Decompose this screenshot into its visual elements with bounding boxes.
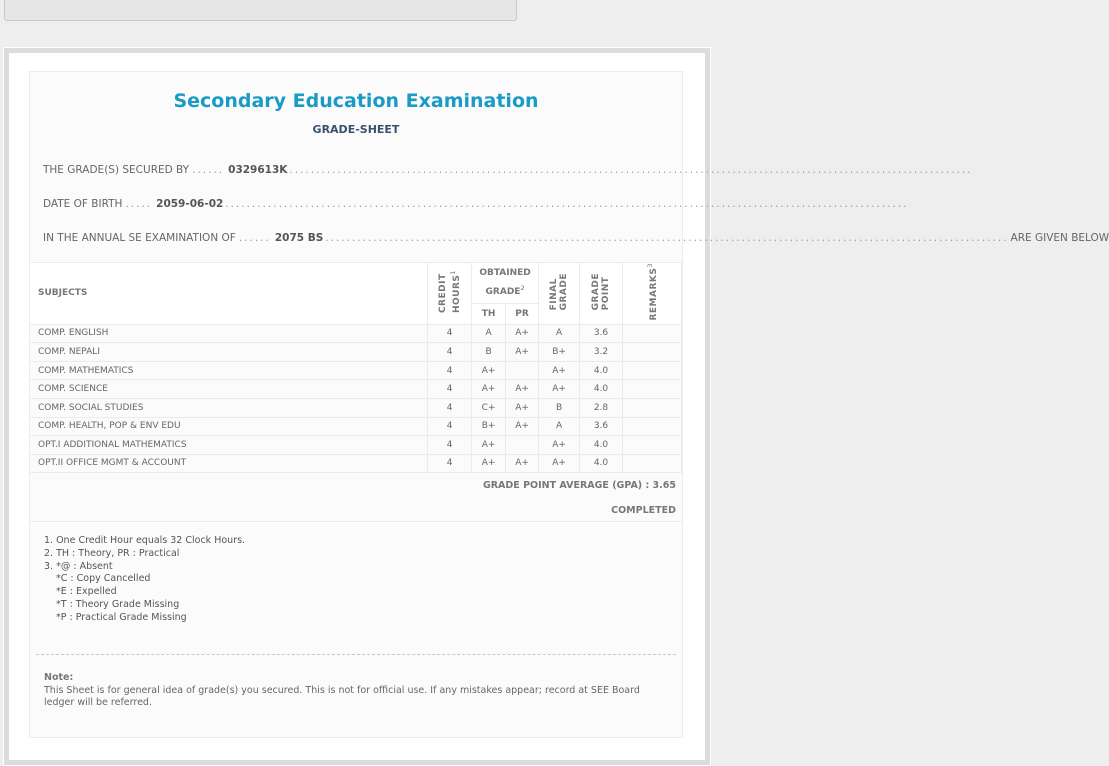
theory-grade-cell: B+ [472, 417, 506, 436]
note-title: Note: [44, 672, 74, 683]
table-row [30, 436, 682, 455]
leader-dots: ................................................................................................................................ [325, 232, 1009, 244]
remarks-cell [623, 436, 682, 455]
final-grade-cell: B+ [539, 343, 580, 362]
grade-point-cell: 2.8 [580, 398, 623, 417]
theory-grade-cell: B [472, 343, 506, 362]
remarks-cell [623, 361, 682, 380]
practical-grade-cell: A+ [506, 398, 539, 417]
table-row [30, 417, 682, 436]
leader-dots: ...... [238, 232, 271, 244]
table-row [30, 361, 682, 380]
theory-grade-cell: C+ [472, 398, 506, 417]
table-row [30, 324, 682, 343]
final-grade-cell: A+ [539, 454, 580, 473]
grade-point-cell: 4.0 [580, 361, 623, 380]
credit-hours-cell: 4 [428, 417, 472, 436]
legend-item: 1. One Credit Hour equals 32 Clock Hours. [44, 535, 246, 546]
top-panel [4, 0, 517, 21]
gpa-value: GRADE POINT AVERAGE (GPA) : 3.65 [482, 480, 676, 491]
grade-point-cell: 4.0 [580, 380, 623, 399]
legend-item: *P : Practical Grade Missing [56, 611, 187, 623]
remarks-cell [623, 454, 682, 473]
theory-grade-cell: A+ [472, 361, 506, 380]
header-obtained-grade: OBTAINED GRADE$^2$ [472, 263, 539, 304]
credit-hours-cell: 4 [428, 380, 472, 399]
result-container [3, 47, 1109, 766]
practical-grade-cell: A+ [506, 343, 539, 362]
dob-label: DATE OF BIRTH [43, 198, 123, 210]
credit-hours-cell: 4 [428, 436, 472, 455]
grade-point-cell: 3.2 [580, 343, 623, 362]
subject-cell: COMP. MATHEMATICS [30, 361, 428, 380]
final-grade-cell: A [539, 324, 580, 343]
remarks-cell [623, 380, 682, 399]
header-final-grade: FINAL GRADE [539, 263, 580, 325]
credit-hours-cell: 4 [428, 343, 472, 362]
leader-dots: ................................................................................................................................ [225, 198, 909, 210]
practical-grade-cell: A+ [506, 380, 539, 399]
exam-title: Secondary Education Examination [173, 90, 539, 112]
grade-point-cell: 3.6 [580, 324, 623, 343]
practical-grade-cell: A+ [506, 454, 539, 473]
result-status: COMPLETED [611, 505, 676, 516]
secured-by-label: THE GRADE(S) SECURED BY [43, 164, 190, 176]
header-th: TH [472, 303, 506, 324]
subject-cell: OPT.I ADDITIONAL MATHEMATICS [30, 436, 428, 455]
leader-dots: ................................................................................................................................ [289, 164, 973, 176]
header-subjects: SUBJECTS [30, 263, 428, 325]
legend-item: 2. TH : Theory, PR : Practical [44, 547, 180, 559]
practical-grade-cell: A+ [506, 324, 539, 343]
practical-grade-cell [506, 361, 539, 380]
note [44, 672, 662, 710]
dashed-divider [36, 654, 676, 655]
legend [44, 535, 245, 625]
legend-item: *E : Expelled [56, 586, 117, 598]
theory-grade-cell: A+ [472, 380, 506, 399]
practical-grade-cell: A+ [506, 417, 539, 436]
theory-grade-cell: A [472, 324, 506, 343]
subject-cell: COMP. NEPALI [30, 343, 428, 362]
final-grade-cell: A+ [539, 361, 580, 380]
subject-cell: COMP. SCIENCE [30, 380, 428, 399]
grade-point-cell: 4.0 [580, 436, 623, 455]
remarks-cell [623, 417, 682, 436]
table-row [30, 454, 682, 473]
credit-hours-cell: 4 [428, 454, 472, 473]
credit-hours-cell: 4 [428, 398, 472, 417]
remarks-cell [623, 324, 682, 343]
final-grade-cell: B [539, 398, 580, 417]
credit-hours-cell: 4 [428, 361, 472, 380]
dob-row [43, 198, 909, 212]
exam-year: 2075 BS [274, 232, 324, 244]
theory-grade-cell: A+ [472, 454, 506, 473]
symbol-number: 0329613K [228, 164, 288, 176]
theory-grade-cell: A+ [472, 436, 506, 455]
secured-by-row [43, 164, 973, 178]
credit-hours-cell: 4 [428, 324, 472, 343]
grade-sheet-subtitle: GRADE-SHEET [312, 123, 400, 136]
table-row [30, 343, 682, 362]
subject-cell: COMP. ENGLISH [30, 324, 428, 343]
leader-dots: ...... [192, 164, 225, 176]
date-of-birth: 2059-06-02 [156, 198, 224, 210]
result-panel [9, 53, 1109, 760]
remarks-cell [623, 398, 682, 417]
legend-item: *C : Copy Cancelled [56, 573, 151, 585]
grade-point-cell: 3.6 [580, 417, 623, 436]
legend-item: *T : Theory Grade Missing [56, 598, 180, 610]
divider [30, 521, 682, 522]
grade-point-cell: 4.0 [580, 454, 623, 473]
header-credit-hours: CREDIT HOURS$^1$ [428, 263, 472, 325]
table-row [30, 380, 682, 399]
final-grade-cell: A+ [539, 380, 580, 399]
remarks-cell [623, 343, 682, 362]
final-grade-cell: A+ [539, 436, 580, 455]
header-pr: PR [506, 303, 539, 324]
grade-sheet [29, 71, 1109, 738]
subject-cell: COMP. HEALTH, POP & ENV EDU [30, 417, 428, 436]
final-grade-cell: A [539, 417, 580, 436]
header-grade-point: GRADE POINT [580, 263, 623, 325]
subject-cell: OPT.II OFFICE MGMT & ACCOUNT [30, 454, 428, 473]
exam-label: IN THE ANNUAL SE EXAMINATION OF [43, 232, 236, 244]
leader-dots: ..... [125, 198, 153, 210]
exam-row [43, 232, 1109, 246]
subject-cell: COMP. SOCIAL STUDIES [30, 398, 428, 417]
grades-table [30, 262, 682, 473]
practical-grade-cell [506, 436, 539, 455]
header-remarks: REMARKS$^3$ [623, 263, 682, 325]
legend-item: 3. *@ : Absent [44, 560, 113, 572]
table-row [30, 398, 682, 417]
exam-tail: ARE GIVEN BELOW [1010, 232, 1109, 244]
note-text: This Sheet is for general idea of grade(s) you secured. This is not for official use. If any mistakes appear; record at SEE Board ledger will be referred. [44, 684, 640, 708]
